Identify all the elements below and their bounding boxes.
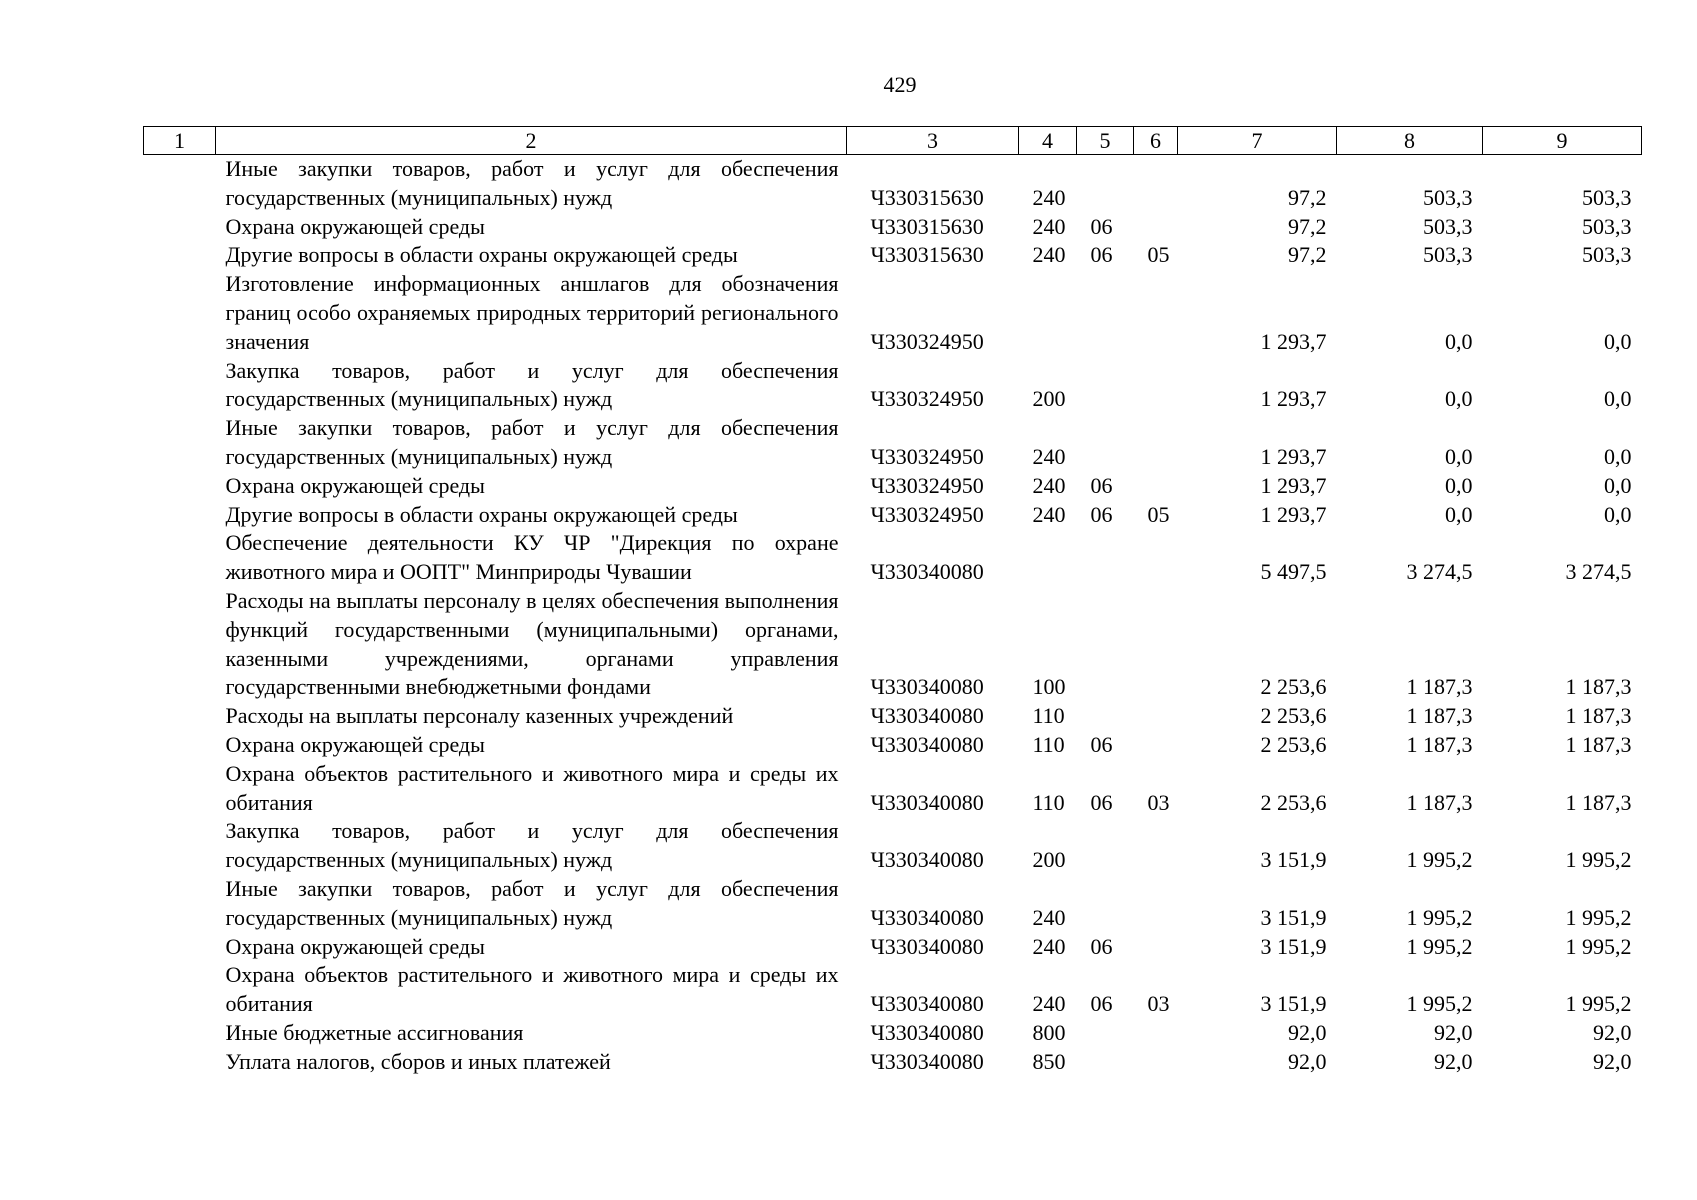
row-name: Охрана окружающей среды: [225, 731, 485, 757]
row-value-7: 2 253,6: [1260, 731, 1327, 757]
row-value-7: 3 151,9: [1260, 991, 1327, 1017]
row-value-9: 0,0: [1604, 501, 1632, 527]
row-value-7: 1 293,7: [1260, 443, 1327, 469]
row-rz: [1077, 270, 1134, 356]
row-code: Ч330340080: [870, 991, 984, 1017]
row-vr: 110: [1032, 789, 1065, 815]
table-row: [144, 587, 1642, 702]
row-value-7: 97,2: [1288, 242, 1327, 268]
row-value-9: 1 187,3: [1565, 789, 1632, 815]
row-value-9: 0,0: [1604, 443, 1632, 469]
row-value-7: 92,0: [1288, 1019, 1327, 1045]
row-spacer: [144, 357, 216, 415]
row-spacer: [144, 529, 216, 587]
table-row: [144, 270, 1642, 356]
row-code: Ч330324950: [870, 501, 984, 527]
row-vr: 240: [1032, 904, 1066, 930]
row-pr: [1134, 357, 1178, 415]
row-value-8: 1 995,2: [1406, 847, 1473, 873]
row-value-8: 1 995,2: [1406, 904, 1473, 930]
row-name: Охрана окружающей среды: [225, 472, 485, 498]
column-number: 1: [144, 127, 216, 155]
row-value-8: 0,0: [1445, 443, 1473, 469]
row-name: Иные закупки товаров, работ и услуг для обеспечения государственных (муниципальных) нужд: [225, 875, 839, 930]
row-value-7: 2 253,6: [1260, 789, 1327, 815]
table-row: [144, 529, 1642, 587]
row-spacer: [144, 270, 216, 356]
column-number: 2: [216, 127, 847, 155]
row-name: Закупка товаров, работ и услуг для обеспечения государственных (муниципальных) нужд: [225, 818, 839, 873]
table-row: [144, 702, 1642, 731]
row-value-9: 1 995,2: [1565, 991, 1632, 1017]
table-row: [144, 155, 1642, 213]
row-name: Охрана окружающей среды: [225, 933, 485, 959]
row-vr: 110: [1032, 703, 1065, 729]
row-value-9: 1 995,2: [1565, 904, 1632, 930]
row-name: Иные закупки товаров, работ и услуг для обеспечения государственных (муниципальных) нужд: [225, 156, 839, 210]
column-number: 7: [1178, 127, 1337, 155]
row-pr: 05: [1147, 501, 1170, 527]
row-vr: 240: [1032, 501, 1066, 527]
row-value-7: 97,2: [1288, 184, 1327, 210]
row-code: Ч330324950: [870, 472, 984, 498]
table-row: [144, 1019, 1642, 1048]
row-rz: [1077, 1019, 1134, 1048]
row-value-8: 503,3: [1423, 213, 1473, 239]
row-pr: [1134, 817, 1178, 875]
row-rz: [1077, 155, 1134, 213]
row-code: Ч330340080: [870, 933, 984, 959]
row-rz: 06: [1090, 242, 1113, 268]
row-value-9: 3 274,5: [1565, 559, 1632, 585]
row-pr: [1134, 875, 1178, 933]
row-value-9: 0,0: [1604, 386, 1632, 412]
row-code: Ч330340080: [870, 1048, 984, 1074]
row-vr: 800: [1032, 1019, 1066, 1045]
row-pr: [1134, 529, 1178, 587]
row-code: Ч330340080: [870, 904, 984, 930]
row-spacer: [144, 1048, 216, 1077]
row-value-8: 503,3: [1423, 184, 1473, 210]
row-name: Иные закупки товаров, работ и услуг для обеспечения государственных (муниципальных) нужд: [225, 415, 839, 469]
row-spacer: [144, 875, 216, 933]
row-spacer: [144, 933, 216, 962]
row-value-7: 3 151,9: [1260, 847, 1327, 873]
row-value-8: 1 187,3: [1406, 703, 1473, 729]
row-vr: 850: [1032, 1048, 1066, 1074]
row-value-7: 1 293,7: [1260, 386, 1327, 412]
row-value-8: 0,0: [1445, 386, 1473, 412]
table-row: [144, 241, 1642, 270]
row-vr: [1019, 529, 1077, 587]
row-value-9: 0,0: [1604, 472, 1632, 498]
row-value-9: 0,0: [1604, 328, 1632, 354]
row-rz: 06: [1090, 991, 1113, 1017]
budget-table: [143, 126, 1642, 1077]
row-code: Ч330340080: [870, 789, 984, 815]
row-value-9: 1 995,2: [1565, 847, 1632, 873]
row-value-8: 0,0: [1445, 501, 1473, 527]
row-value-9: 92,0: [1593, 1019, 1632, 1045]
row-rz: 06: [1090, 213, 1113, 239]
row-pr: 03: [1147, 991, 1170, 1017]
row-spacer: [144, 817, 216, 875]
row-value-8: 1 187,3: [1406, 731, 1473, 757]
column-number: 4: [1019, 127, 1077, 155]
row-pr: [1134, 1019, 1178, 1048]
row-vr: 200: [1032, 386, 1066, 412]
row-name: Иные бюджетные ассигнования: [225, 1019, 524, 1045]
row-spacer: [144, 472, 216, 501]
row-spacer: [144, 155, 216, 213]
row-name: Изготовление информационных аншлагов для обозначения границ особо охраняемых природных территорий регионального значения: [225, 271, 839, 354]
row-value-7: 3 151,9: [1260, 933, 1327, 959]
row-vr: 110: [1032, 731, 1065, 757]
row-vr: 200: [1032, 847, 1066, 873]
row-spacer: [144, 241, 216, 270]
row-pr: [1134, 270, 1178, 356]
row-code: Ч330315630: [870, 184, 984, 210]
row-value-7: 2 253,6: [1260, 703, 1327, 729]
table-row: [144, 357, 1642, 415]
row-vr: 240: [1032, 213, 1066, 239]
row-pr: [1134, 702, 1178, 731]
row-value-9: 503,3: [1582, 184, 1632, 210]
row-name: Другие вопросы в области охраны окружающей среды: [225, 242, 738, 268]
row-name: Закупка товаров, работ и услуг для обеспечения государственных (муниципальных) нужд: [225, 357, 839, 412]
row-vr: 100: [1032, 674, 1066, 700]
row-spacer: [144, 587, 216, 702]
row-rz: 06: [1090, 501, 1113, 527]
column-number: 3: [847, 127, 1019, 155]
row-pr: [1134, 731, 1178, 760]
row-code: Ч330324950: [870, 443, 984, 469]
row-rz: [1077, 529, 1134, 587]
row-vr: 240: [1032, 933, 1066, 959]
row-code: Ч330340080: [870, 674, 984, 700]
row-spacer: [144, 760, 216, 818]
row-value-9: 1 187,3: [1565, 731, 1632, 757]
row-value-8: 0,0: [1445, 472, 1473, 498]
row-name: Расходы на выплаты персоналу в целях обеспечения выполнения функций государственными (муниципальными) органами, казенными учреждениями, органами управления государственными внебюджетными фондами: [225, 587, 839, 700]
row-spacer: [144, 731, 216, 760]
table-row: [144, 817, 1642, 875]
row-code: Ч330315630: [870, 213, 984, 239]
table-row: [144, 933, 1642, 962]
row-vr: 240: [1032, 184, 1066, 210]
row-vr: [1019, 270, 1077, 356]
row-value-7: 1 293,7: [1260, 472, 1327, 498]
column-number: 6: [1134, 127, 1178, 155]
row-value-7: 5 497,5: [1260, 559, 1327, 585]
row-rz: [1077, 875, 1134, 933]
row-rz: [1077, 587, 1134, 702]
row-value-7: 97,2: [1288, 213, 1327, 239]
row-pr: 03: [1147, 789, 1170, 815]
row-rz: [1077, 817, 1134, 875]
row-pr: 05: [1147, 242, 1170, 268]
table-row: [144, 472, 1642, 501]
row-code: Ч330340080: [870, 703, 984, 729]
row-rz: [1077, 357, 1134, 415]
row-value-7: 92,0: [1288, 1048, 1327, 1074]
row-name: Охрана объектов растительного и животного мира и среды их обитания: [225, 962, 839, 1017]
row-vr: 240: [1032, 472, 1066, 498]
row-pr: [1134, 155, 1178, 213]
table-row: [144, 414, 1642, 472]
row-name: Уплата налогов, сборов и иных платежей: [225, 1048, 611, 1074]
row-pr: [1134, 414, 1178, 472]
row-value-8: 3 274,5: [1406, 559, 1473, 585]
row-value-9: 92,0: [1593, 1048, 1632, 1074]
row-value-9: 503,3: [1582, 242, 1632, 268]
table-row: [144, 731, 1642, 760]
row-spacer: [144, 414, 216, 472]
column-number: 5: [1077, 127, 1134, 155]
row-value-8: 0,0: [1445, 328, 1473, 354]
page-number: 429: [883, 72, 917, 97]
row-code: Ч330315630: [870, 242, 984, 268]
row-value-9: 1 995,2: [1565, 933, 1632, 959]
row-vr: 240: [1032, 991, 1066, 1017]
row-rz: [1077, 702, 1134, 731]
row-pr: [1134, 472, 1178, 501]
row-spacer: [144, 501, 216, 530]
row-pr: [1134, 1048, 1178, 1077]
table-row: [144, 501, 1642, 530]
row-value-8: 1 187,3: [1406, 789, 1473, 815]
row-spacer: [144, 213, 216, 242]
row-rz: [1077, 1048, 1134, 1077]
row-rz: 06: [1090, 789, 1113, 815]
row-vr: 240: [1032, 443, 1066, 469]
row-value-8: 1 187,3: [1406, 674, 1473, 700]
row-code: Ч330340080: [870, 1019, 984, 1045]
row-value-8: 503,3: [1423, 242, 1473, 268]
row-value-8: 1 995,2: [1406, 991, 1473, 1017]
row-pr: [1134, 587, 1178, 702]
table-row: [144, 213, 1642, 242]
row-value-8: 92,0: [1434, 1048, 1473, 1074]
row-value-7: 1 293,7: [1260, 328, 1327, 354]
row-code: Ч330324950: [870, 328, 984, 354]
row-pr: [1134, 213, 1178, 242]
row-value-8: 92,0: [1434, 1019, 1473, 1045]
row-value-9: 1 187,3: [1565, 703, 1632, 729]
row-value-8: 1 995,2: [1406, 933, 1473, 959]
row-value-9: 503,3: [1582, 213, 1632, 239]
table-row: [144, 875, 1642, 933]
column-number: 8: [1337, 127, 1483, 155]
table-row: [144, 961, 1642, 1019]
row-code: Ч330324950: [870, 386, 984, 412]
column-number: 9: [1483, 127, 1642, 155]
row-value-7: 2 253,6: [1260, 674, 1327, 700]
table-row: [144, 1048, 1642, 1077]
table-row: [144, 760, 1642, 818]
row-code: Ч330340080: [870, 731, 984, 757]
row-rz: 06: [1090, 933, 1113, 959]
row-spacer: [144, 1019, 216, 1048]
row-rz: [1077, 414, 1134, 472]
row-code: Ч330340080: [870, 847, 984, 873]
row-value-7: 1 293,7: [1260, 501, 1327, 527]
row-rz: 06: [1090, 472, 1113, 498]
row-spacer: [144, 702, 216, 731]
row-name: Расходы на выплаты персоналу казенных учреждений: [225, 703, 734, 729]
row-value-9: 1 187,3: [1565, 674, 1632, 700]
table-header: [144, 127, 1642, 155]
row-spacer: [144, 961, 216, 1019]
row-name: Обеспечение деятельности КУ ЧР "Дирекция по охране животного мира и ООПТ" Минприроды Чувашии: [225, 530, 839, 585]
row-code: Ч330340080: [870, 559, 984, 585]
row-name: Охрана окружающей среды: [225, 213, 485, 239]
row-pr: [1134, 933, 1178, 962]
column-number-row: [144, 127, 1642, 155]
row-vr: 240: [1032, 242, 1066, 268]
table-body: [144, 155, 1642, 1077]
row-name: Другие вопросы в области охраны окружающей среды: [225, 501, 738, 527]
row-rz: 06: [1090, 731, 1113, 757]
row-name: Охрана объектов растительного и животного мира и среды их обитания: [225, 760, 839, 815]
row-value-7: 3 151,9: [1260, 904, 1327, 930]
